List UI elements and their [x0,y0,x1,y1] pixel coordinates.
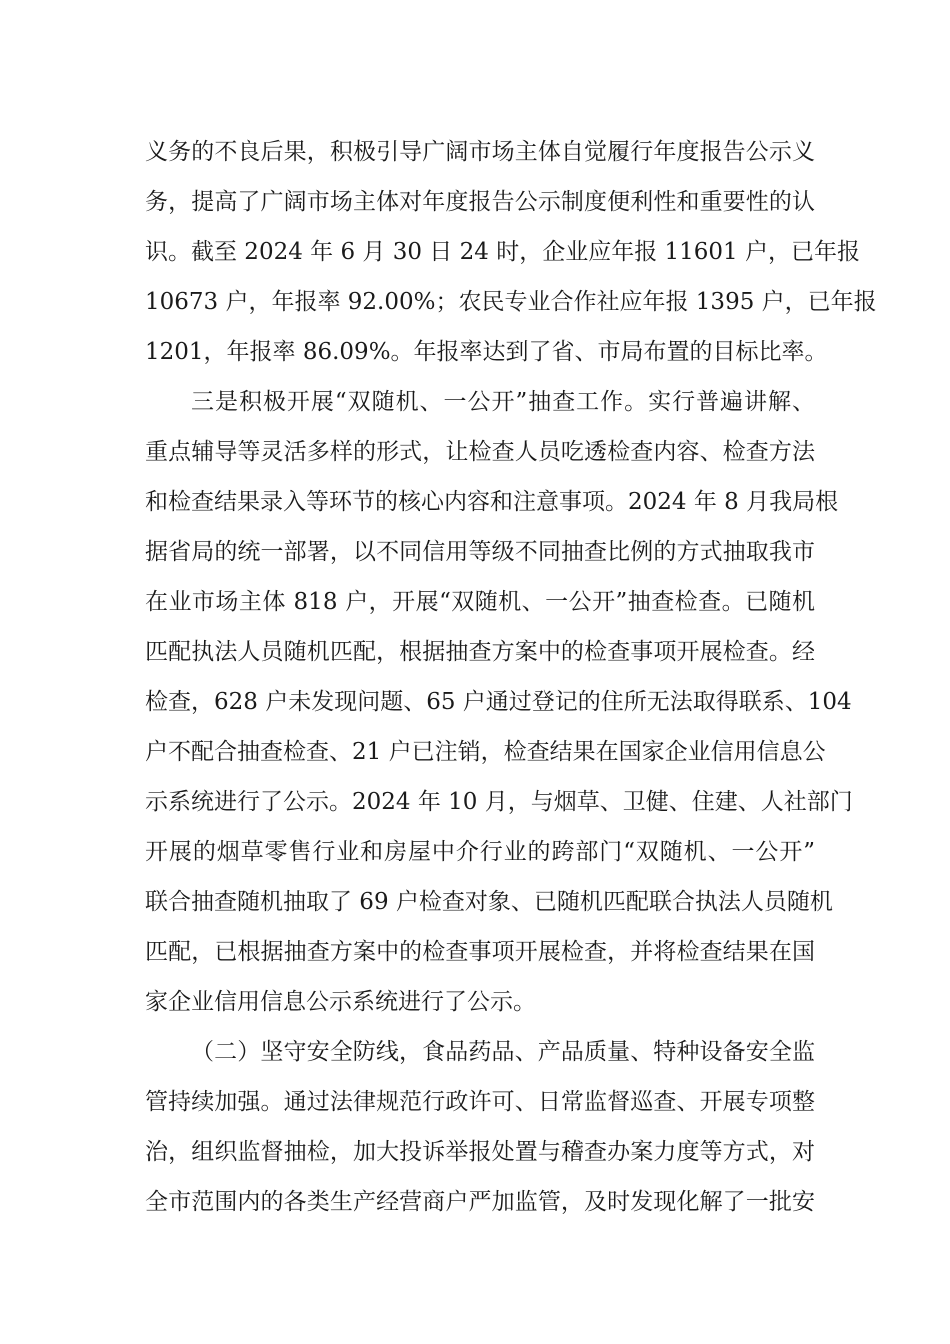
paragraph-start-line: （二）坚守安全防线，食品药品、产品质量、特种设备安全监 [191,1039,815,1065]
text-line: 据省局的统一部署，以不同信用等级不同抽查比例的方式抽取我市 [145,539,815,565]
text-line: 全市范围内的各类生产经营商户严加监管，及时发现化解了一批安 [145,1189,815,1215]
text-line: 检查，628 户未发现问题、65 户通过登记的住所无法取得联系、104 [145,689,852,715]
text-line: 识。截至 2024 年 6 月 30 日 24 时，企业应年报 11601 户，已年报 [145,239,860,265]
paragraph-start-line: 三是积极开展“双随机、一公开”抽查工作。实行普遍讲解、 [191,389,815,415]
text-line: 1201，年报率 86.09%。年报率达到了省、市局布置的目标比率。 [145,339,828,365]
text-line: 匹配执法人员随机匹配，根据抽查方案中的检查事项开展检查。经 [145,639,815,665]
text-line: 户不配合抽查检查、21 户已注销，检查结果在国家企业信用信息公 [145,739,826,765]
text-line: 治，组织监督抽检，加大投诉举报处置与稽查办案力度等方式，对 [145,1139,815,1165]
text-line: 匹配，已根据抽查方案中的检查事项开展检查，并将检查结果在国 [145,939,815,965]
text-line: 开展的烟草零售行业和房屋中介行业的跨部门“双随机、一公开” [145,839,815,865]
text-line: 在业市场主体 818 户，开展“双随机、一公开”抽查检查。已随机 [145,589,815,615]
text-line: 家企业信用信息公示系统进行了公示。 [145,989,536,1015]
text-line: 义务的不良后果，积极引导广阔市场主体自觉履行年度报告公示义 [145,139,815,165]
text-line: 联合抽查随机抽取了 69 户检查对象、已随机匹配联合执法人员随机 [145,889,833,915]
text-line: 管持续加强。通过法律规范行政许可、日常监督巡查、开展专项整 [145,1089,815,1115]
text-line: 务，提高了广阔市场主体对年度报告公示制度便利性和重要性的认 [145,189,815,215]
text-line: 和检查结果录入等环节的核心内容和注意事项。2024 年 8 月我局根 [145,489,839,515]
text-line: 重点辅导等灵活多样的形式，让检查人员吃透检查内容、检查方法 [145,439,815,465]
text-line: 示系统进行了公示。2024 年 10 月，与烟草、卫健、住建、人社部门 [145,789,853,815]
text-line: 10673 户，年报率 92.00%；农民专业合作社应年报 1395 户，已年报 [145,289,877,315]
